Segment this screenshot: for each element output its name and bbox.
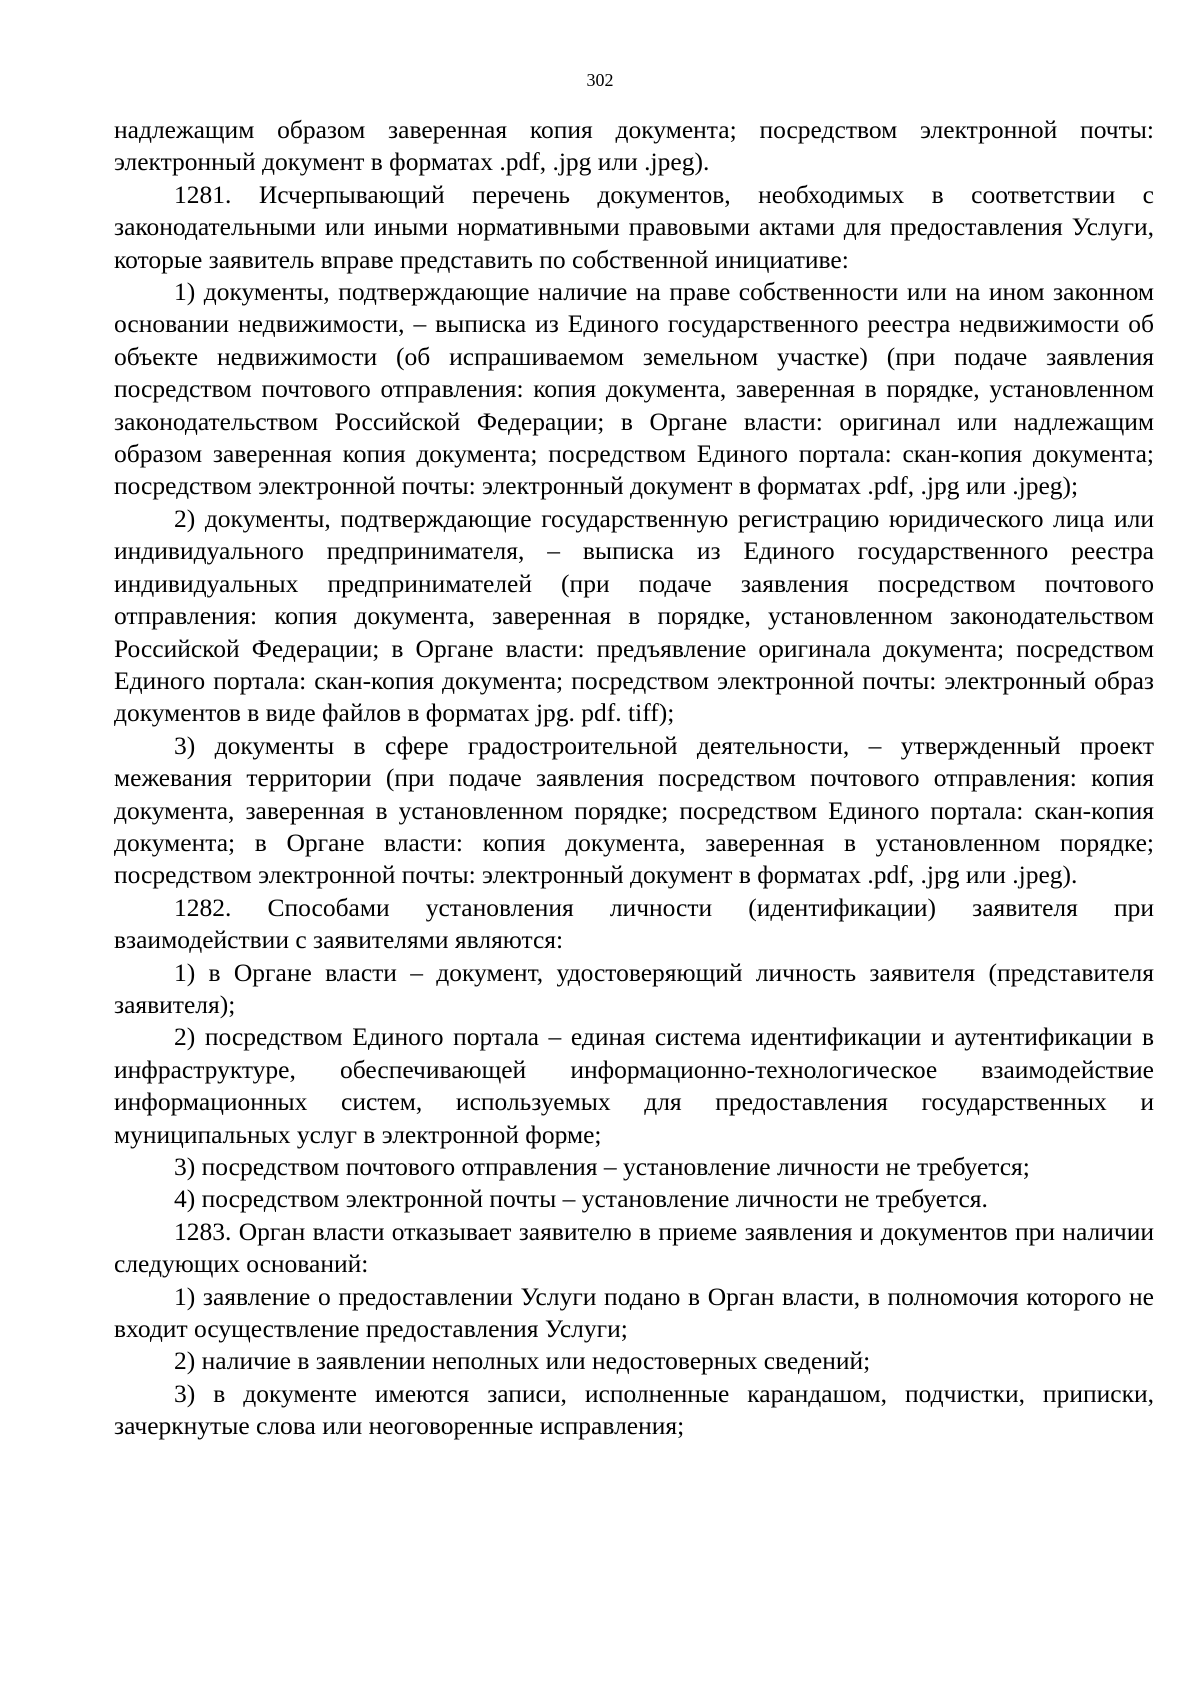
list-item-1282-2: 2) посредством Единого портала – единая система идентификации и аутентификации в инфраструктуре, обеспечивающей информационно-технологическое взаимодействие информационных систем, используемых для предоставления государственных и муниципальных услуг в электронной форме; <box>114 1022 1154 1149</box>
paragraph-continuation: надлежащим образом заверенная копия документа; посредством электронной почты: электронный документ в форматах .pdf, .jpg или .jpeg). <box>114 115 1154 177</box>
paragraph-1282: 1282. Способами установления личности (идентификации) заявителя при взаимодействии с заявителями являются: <box>114 892 1154 955</box>
list-item-1281-1: 1) документы, подтверждающие наличие на праве собственности или на ином законном основании недвижимости, – выписка из Единого государственного реестра недвижимости об объекте недвижимости (об испрашиваемом земельном участке) (при подаче заявления посредством почтового отправления: копия документа, заверенная в порядке, установленном законодательством Российской Федерации; в Органе власти: оригинал или надлежащим образом заверенная копия документа; посредством Единого портала: скан-копия документа; посредством электронной почты: электронный документ в форматах .pdf, .jpg или .jpeg); <box>114 277 1154 501</box>
list-item-1283-2: 2) наличие в заявлении неполных или недостоверных сведений; <box>174 1346 871 1376</box>
paragraph-1281: 1281. Исчерпывающий перечень документов, необходимых в соответствии с законодательными или иными нормативными правовыми актами для предоставления Услуги, которые заявитель вправе представить по собственной инициативе: <box>114 179 1154 274</box>
list-item-1281-3: 3) документы в сфере градостроительной деятельности, – утвержденный проект межевания территории (при подаче заявления посредством почтового отправления: копия документа, заверенная в установленном порядке; посредством Единого портала: скан-копия документа; в Органе власти: копия документа, заверенная в установленном порядке; посредством электронной почты: электронный документ в форматах .pdf, .jpg или .jpeg). <box>114 730 1154 890</box>
paragraph-1283: 1283. Орган власти отказывает заявителю в приеме заявления и документов при наличии следующих оснований: <box>114 1216 1154 1279</box>
list-item-1282-3: 3) посредством почтового отправления – установление личности не требуется; <box>174 1152 1030 1181</box>
list-item-1281-2: 2) документы, подтверждающие государственную регистрацию юридического лица или индивидуального предпринимателя, – выписка из Единого государственного реестра индивидуальных предпринимателей (при подаче заявления посредством почтового отправления: копия документа, заверенная в порядке, установленном законодательством Российской Федерации; в Органе власти: предъявление оригинала документа; посредством Единого портала: скан-копия документа; посредством электронной почты: электронный образ документов в виде файлов в форматах jpg. pdf. tiff); <box>114 503 1154 728</box>
list-item-1282-4: 4) посредством электронной почты – установление личности не требуется. <box>174 1184 988 1214</box>
document-body <box>114 114 1154 1443</box>
page-number: 302 <box>586 70 614 90</box>
list-item-1283-1: 1) заявление о предоставлении Услуги подано в Орган власти, в полномочия которого не входит осуществление предоставления Услуги; <box>114 1281 1154 1344</box>
list-item-1282-1: 1) в Органе власти – документ, удостоверяющий личность заявителя (представителя заявителя); <box>114 957 1154 1019</box>
list-item-1283-3: 3) в документе имеются записи, исполненные карандашом, подчистки, приписки, зачеркнутые слова или неоговоренные исправления; <box>114 1378 1154 1441</box>
